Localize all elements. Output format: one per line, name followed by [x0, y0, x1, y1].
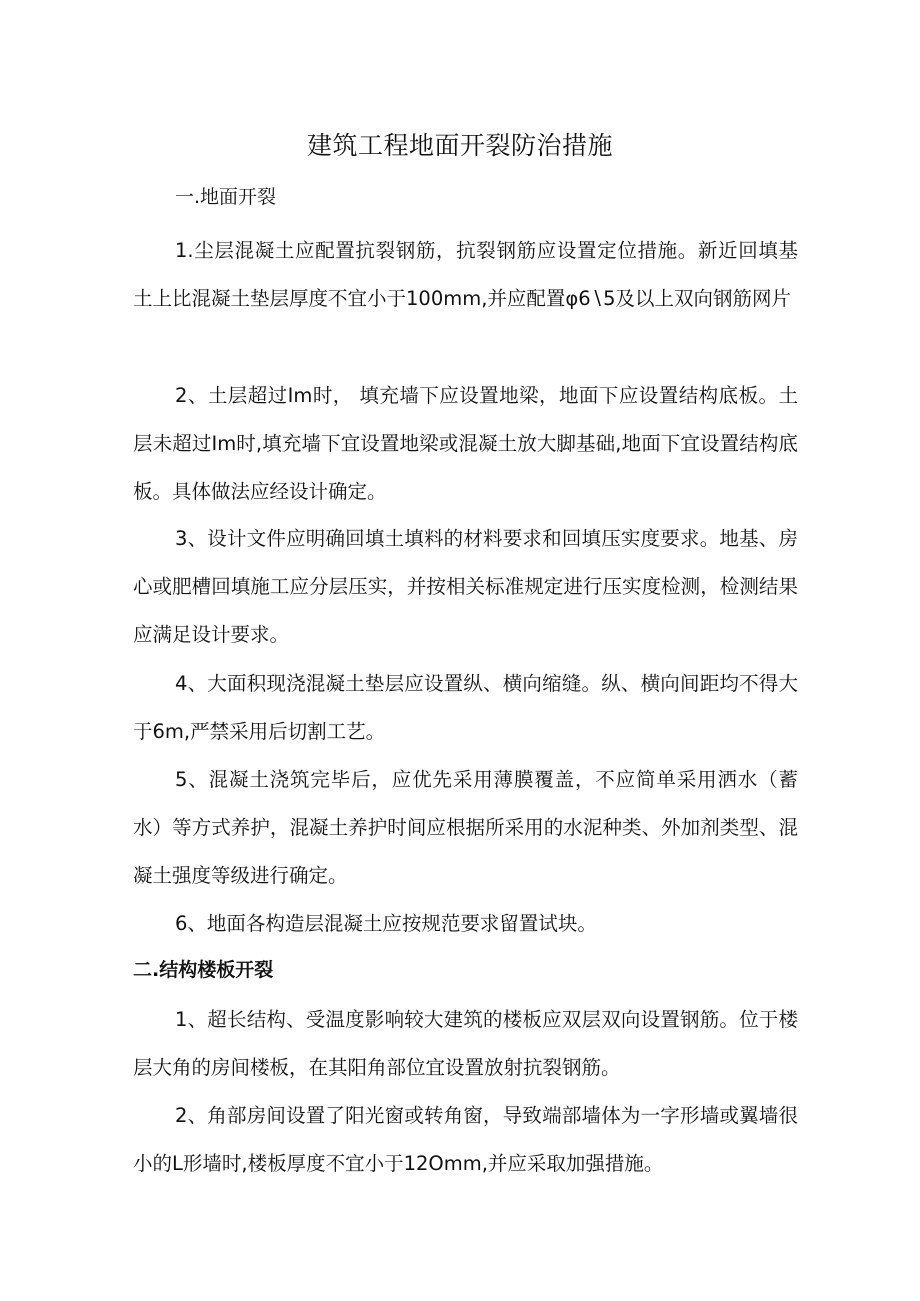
paragraph-item-5: 5、混凝土浇筑完毕后，应优先采用薄膜覆盖，不应简单采用洒水（蓄水）等方式养护，混凝土养护时间应根据所采用的水泥种类、外加剂类型、混凝土强度等级进行确定。 — [133, 768, 798, 887]
paragraph-item-3: 3、设计文件应明确回填土填料的材料要求和回填压实度要求。地基、房心或肥槽回填施工应分层压实，并按相关标准规定进行压实度检测，检测结果应满足设计要求。 — [133, 527, 798, 646]
paragraph-item-7: 1、超长结构、受温度影响较大建筑的楼板应双层双向设置钢筋。位于楼层大角的房间楼板，在其阳角部位宜设置放射抗裂钢筋。 — [133, 1008, 798, 1079]
document-title: 建筑工程地面开裂防治措施 — [306, 131, 613, 160]
paragraph-item-2: 2、土层超过Im时， 填充墙下应设置地梁，地面下应设置结构底板。土层未超过Im时,填充墙下宜设置地梁或混凝土放大脚基础,地面下宜设置结构底板。具体做法应经设计确定。 — [133, 384, 798, 503]
paragraph-item-8: 2、角部房间设置了阳光窗或转角窗，导致端部墙体为一字形墙或翼墙很小的L形墙时,楼板厚度不宜小于12Omm,并应采取加强措施。 — [133, 1104, 798, 1175]
paragraph-item-6: 6、地面各构造层混凝土应按规范要求留置试块。 — [175, 912, 597, 935]
section-heading-floor-cracking: 一.地面开裂 — [175, 186, 277, 208]
section-heading-slab-cracking: 二.结构楼板开裂 — [133, 959, 274, 981]
paragraph-item-1: 1.尘层混凝土应配置抗裂钢筋，抗裂钢筋应设置定位措施。新近回填基土上比混凝土垫层厚度不宜小于100mm,并应配置φ6∖5及以上双向钢筋网片 — [133, 239, 798, 310]
paragraph-item-4: 4、大面积现浇混凝土垫层应设置纵、横向缩缝。纵、横向间距均不得大于6m,严禁采用后切割工艺。 — [133, 672, 798, 743]
